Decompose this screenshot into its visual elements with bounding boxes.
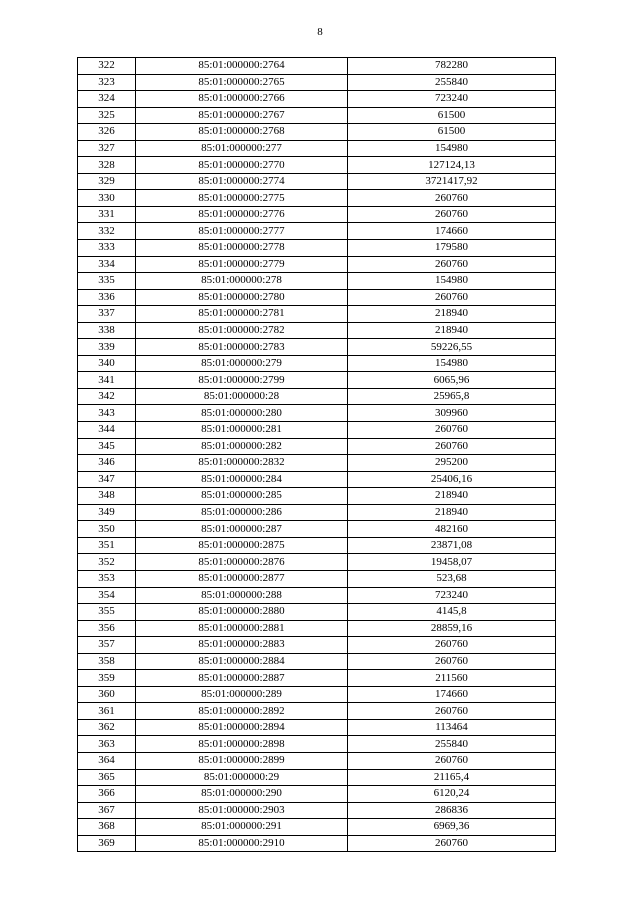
value-cell: 523,68 — [348, 570, 556, 587]
cadastral-number-cell: 85:01:000000:284 — [136, 471, 348, 488]
table-row — [78, 752, 556, 769]
cadastral-number-cell: 85:01:000000:2799 — [136, 372, 348, 389]
cadastral-number-cell: 85:01:000000:2777 — [136, 223, 348, 240]
table-row — [78, 322, 556, 339]
cadastral-number-cell: 85:01:000000:2876 — [136, 554, 348, 571]
cadastral-number-cell: 85:01:000000:2884 — [136, 653, 348, 670]
value-cell: 260760 — [348, 438, 556, 455]
table-row — [78, 802, 556, 819]
value-cell: 23871,08 — [348, 537, 556, 554]
cadastral-number-cell: 85:01:000000:2903 — [136, 802, 348, 819]
value-cell: 260760 — [348, 289, 556, 306]
table-row — [78, 140, 556, 157]
cadastral-number-cell: 85:01:000000:290 — [136, 786, 348, 803]
table-row — [78, 521, 556, 538]
value-cell: 295200 — [348, 455, 556, 472]
value-cell: 260760 — [348, 653, 556, 670]
cadastral-number-cell: 85:01:000000:2894 — [136, 719, 348, 736]
row-number-cell: 354 — [78, 587, 136, 604]
cadastral-number-cell: 85:01:000000:278 — [136, 273, 348, 290]
table-row — [78, 769, 556, 786]
row-number-cell: 350 — [78, 521, 136, 538]
cadastral-number-cell: 85:01:000000:29 — [136, 769, 348, 786]
value-cell: 28859,16 — [348, 620, 556, 637]
value-cell: 4145,8 — [348, 604, 556, 621]
row-number-cell: 338 — [78, 322, 136, 339]
value-cell: 260760 — [348, 422, 556, 439]
value-cell: 25965,8 — [348, 388, 556, 405]
row-number-cell: 340 — [78, 355, 136, 372]
table-row — [78, 388, 556, 405]
value-cell: 59226,55 — [348, 339, 556, 356]
value-cell: 154980 — [348, 140, 556, 157]
table-row — [78, 107, 556, 124]
value-cell: 21165,4 — [348, 769, 556, 786]
value-cell: 255840 — [348, 736, 556, 753]
row-number-cell: 356 — [78, 620, 136, 637]
table-row — [78, 471, 556, 488]
value-cell: 3721417,92 — [348, 173, 556, 190]
table-row — [78, 604, 556, 621]
table-row — [78, 587, 556, 604]
value-cell: 260760 — [348, 752, 556, 769]
row-number-cell: 368 — [78, 819, 136, 836]
table-row — [78, 554, 556, 571]
row-number-cell: 330 — [78, 190, 136, 207]
table-row — [78, 422, 556, 439]
row-number-cell: 347 — [78, 471, 136, 488]
row-number-cell: 363 — [78, 736, 136, 753]
row-number-cell: 362 — [78, 719, 136, 736]
value-cell: 61500 — [348, 124, 556, 141]
row-number-cell: 332 — [78, 223, 136, 240]
value-cell: 260760 — [348, 637, 556, 654]
row-number-cell: 325 — [78, 107, 136, 124]
row-number-cell: 360 — [78, 686, 136, 703]
cadastral-number-cell: 85:01:000000:28 — [136, 388, 348, 405]
cadastral-number-cell: 85:01:000000:2899 — [136, 752, 348, 769]
table-row — [78, 124, 556, 141]
row-number-cell: 345 — [78, 438, 136, 455]
value-cell: 174660 — [348, 223, 556, 240]
table-row — [78, 670, 556, 687]
value-cell: 482160 — [348, 521, 556, 538]
table-row — [78, 306, 556, 323]
value-cell: 113464 — [348, 719, 556, 736]
cadastral-number-cell: 85:01:000000:2887 — [136, 670, 348, 687]
value-cell: 260760 — [348, 835, 556, 852]
row-number-cell: 367 — [78, 802, 136, 819]
row-number-cell: 346 — [78, 455, 136, 472]
value-cell: 218940 — [348, 306, 556, 323]
page-number: 8 — [317, 26, 323, 38]
value-cell: 211560 — [348, 670, 556, 687]
cadastral-number-cell: 85:01:000000:286 — [136, 504, 348, 521]
value-cell: 6969,36 — [348, 819, 556, 836]
table-row — [78, 719, 556, 736]
value-cell: 218940 — [348, 488, 556, 505]
table-row — [78, 819, 556, 836]
table-row — [78, 786, 556, 803]
cadastral-number-cell: 85:01:000000:2779 — [136, 256, 348, 273]
row-number-cell: 355 — [78, 604, 136, 621]
table-row — [78, 686, 556, 703]
value-cell: 154980 — [348, 355, 556, 372]
row-number-cell: 336 — [78, 289, 136, 306]
table-row — [78, 570, 556, 587]
table-row — [78, 173, 556, 190]
cadastral-number-cell: 85:01:000000:2832 — [136, 455, 348, 472]
value-cell: 6120,24 — [348, 786, 556, 803]
table-row — [78, 273, 556, 290]
row-number-cell: 329 — [78, 173, 136, 190]
row-number-cell: 366 — [78, 786, 136, 803]
value-cell: 174660 — [348, 686, 556, 703]
cadastral-number-cell: 85:01:000000:2764 — [136, 58, 348, 75]
value-cell: 61500 — [348, 107, 556, 124]
table-row — [78, 620, 556, 637]
table-row — [78, 703, 556, 720]
table-row — [78, 488, 556, 505]
cadastral-table — [77, 57, 556, 852]
row-number-cell: 361 — [78, 703, 136, 720]
cadastral-number-cell: 85:01:000000:2765 — [136, 74, 348, 91]
table-row — [78, 653, 556, 670]
cadastral-number-cell: 85:01:000000:289 — [136, 686, 348, 703]
table-row — [78, 438, 556, 455]
value-cell: 260760 — [348, 703, 556, 720]
cadastral-number-cell: 85:01:000000:2780 — [136, 289, 348, 306]
table-row — [78, 157, 556, 174]
cadastral-number-cell: 85:01:000000:281 — [136, 422, 348, 439]
row-number-cell: 351 — [78, 537, 136, 554]
row-number-cell: 344 — [78, 422, 136, 439]
table-body — [78, 58, 556, 852]
cadastral-number-cell: 85:01:000000:282 — [136, 438, 348, 455]
cadastral-number-cell: 85:01:000000:2881 — [136, 620, 348, 637]
cadastral-number-cell: 85:01:000000:277 — [136, 140, 348, 157]
row-number-cell: 335 — [78, 273, 136, 290]
row-number-cell: 331 — [78, 206, 136, 223]
cadastral-number-cell: 85:01:000000:2770 — [136, 157, 348, 174]
table-row — [78, 637, 556, 654]
table-row — [78, 289, 556, 306]
row-number-cell: 352 — [78, 554, 136, 571]
value-cell: 255840 — [348, 74, 556, 91]
value-cell: 309960 — [348, 405, 556, 422]
value-cell: 260760 — [348, 190, 556, 207]
cadastral-number-cell: 85:01:000000:2781 — [136, 306, 348, 323]
value-cell: 723240 — [348, 587, 556, 604]
table-row — [78, 537, 556, 554]
value-cell: 260760 — [348, 256, 556, 273]
table-row — [78, 736, 556, 753]
table-row — [78, 504, 556, 521]
value-cell: 782280 — [348, 58, 556, 75]
table-row — [78, 240, 556, 257]
row-number-cell: 334 — [78, 256, 136, 273]
value-cell: 218940 — [348, 322, 556, 339]
row-number-cell: 349 — [78, 504, 136, 521]
cadastral-number-cell: 85:01:000000:2776 — [136, 206, 348, 223]
cadastral-number-cell: 85:01:000000:2883 — [136, 637, 348, 654]
table-row — [78, 190, 556, 207]
cadastral-number-cell: 85:01:000000:2766 — [136, 91, 348, 108]
value-cell: 723240 — [348, 91, 556, 108]
value-cell: 218940 — [348, 504, 556, 521]
cadastral-number-cell: 85:01:000000:288 — [136, 587, 348, 604]
cadastral-number-cell: 85:01:000000:279 — [136, 355, 348, 372]
cadastral-number-cell: 85:01:000000:2880 — [136, 604, 348, 621]
row-number-cell: 358 — [78, 653, 136, 670]
cadastral-number-cell: 85:01:000000:280 — [136, 405, 348, 422]
value-cell: 127124,13 — [348, 157, 556, 174]
value-cell: 286836 — [348, 802, 556, 819]
cadastral-number-cell: 85:01:000000:2783 — [136, 339, 348, 356]
cadastral-number-cell: 85:01:000000:2768 — [136, 124, 348, 141]
row-number-cell: 357 — [78, 637, 136, 654]
value-cell: 260760 — [348, 206, 556, 223]
row-number-cell: 342 — [78, 388, 136, 405]
row-number-cell: 324 — [78, 91, 136, 108]
cadastral-number-cell: 85:01:000000:2892 — [136, 703, 348, 720]
table-row — [78, 405, 556, 422]
table-row — [78, 372, 556, 389]
row-number-cell: 327 — [78, 140, 136, 157]
cadastral-number-cell: 85:01:000000:2778 — [136, 240, 348, 257]
table-row — [78, 355, 556, 372]
table-row — [78, 74, 556, 91]
row-number-cell: 333 — [78, 240, 136, 257]
row-number-cell: 359 — [78, 670, 136, 687]
cadastral-number-cell: 85:01:000000:2875 — [136, 537, 348, 554]
row-number-cell: 341 — [78, 372, 136, 389]
table-row — [78, 835, 556, 852]
table-row — [78, 256, 556, 273]
row-number-cell: 323 — [78, 74, 136, 91]
cadastral-number-cell: 85:01:000000:2767 — [136, 107, 348, 124]
cadastral-number-cell: 85:01:000000:2877 — [136, 570, 348, 587]
value-cell: 154980 — [348, 273, 556, 290]
table-row — [78, 455, 556, 472]
table-row — [78, 339, 556, 356]
row-number-cell: 365 — [78, 769, 136, 786]
row-number-cell: 322 — [78, 58, 136, 75]
cadastral-number-cell: 85:01:000000:2910 — [136, 835, 348, 852]
row-number-cell: 353 — [78, 570, 136, 587]
cadastral-number-cell: 85:01:000000:287 — [136, 521, 348, 538]
value-cell: 25406,16 — [348, 471, 556, 488]
cadastral-number-cell: 85:01:000000:285 — [136, 488, 348, 505]
row-number-cell: 339 — [78, 339, 136, 356]
table-row — [78, 206, 556, 223]
row-number-cell: 326 — [78, 124, 136, 141]
cadastral-number-cell: 85:01:000000:2775 — [136, 190, 348, 207]
cadastral-number-cell: 85:01:000000:2782 — [136, 322, 348, 339]
cadastral-number-cell: 85:01:000000:2774 — [136, 173, 348, 190]
table-row — [78, 58, 556, 75]
row-number-cell: 364 — [78, 752, 136, 769]
value-cell: 19458,07 — [348, 554, 556, 571]
cadastral-number-cell: 85:01:000000:2898 — [136, 736, 348, 753]
row-number-cell: 369 — [78, 835, 136, 852]
cadastral-number-cell: 85:01:000000:291 — [136, 819, 348, 836]
table-row — [78, 91, 556, 108]
row-number-cell: 348 — [78, 488, 136, 505]
row-number-cell: 343 — [78, 405, 136, 422]
row-number-cell: 337 — [78, 306, 136, 323]
table-row — [78, 223, 556, 240]
value-cell: 179580 — [348, 240, 556, 257]
row-number-cell: 328 — [78, 157, 136, 174]
value-cell: 6065,96 — [348, 372, 556, 389]
